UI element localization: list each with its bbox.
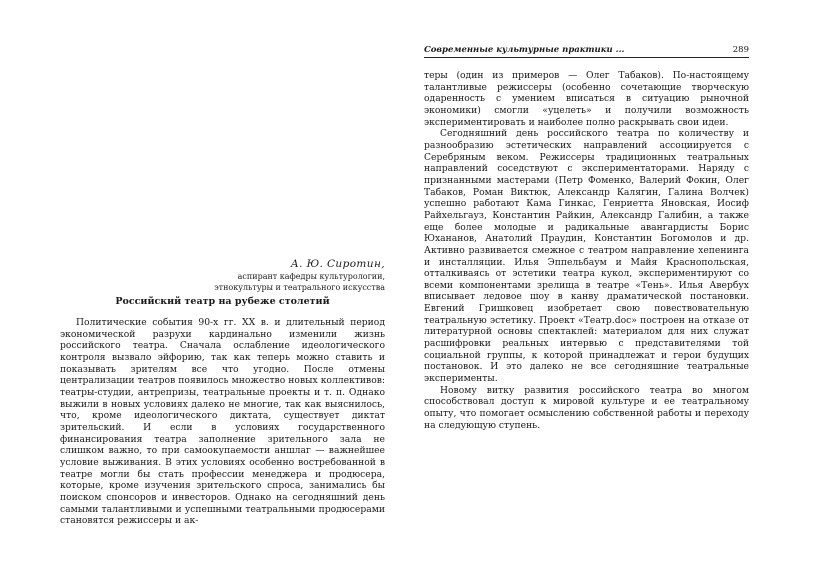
affiliation-line: аспирант кафедры культурологии, <box>237 272 385 281</box>
running-title: Современные культурные практики ... <box>424 45 625 55</box>
running-header <box>424 45 749 58</box>
paragraph: Новому витку развития российского театра во многом способствовал доступ к мировой культуре и ее театральному опыту, что помогает осмыслению собственной работы и переходу на следующую ступень. <box>424 384 749 431</box>
affiliation-line: этнокультуры и театрального искусства <box>214 282 385 292</box>
paragraph: Политические события 90-х гг. XX в. и длительный период экономической разрухи кардинально изменили жизнь российского театра. Сначала ослабление идеологического контроля вызвало эйфорию, так как теперь можно ставить и показывать зрителям все что угодно. После отмены централизации театров появилось множество новых коллективов: театры-студии, антрепризы, театральные проекты и т. п. Однако выжили в новых условиях далеко не многие, так как выяснилось, что, кроме идеологического диктата, существует диктат зрительский. И если в условиях государственного финансирования театра заполнение зрительного зала не слишком важно, то при самоокупаемости аншлаг — важнейшее условие выживания. В этих условиях особенно востребованной в театре могли бы стать профессии менеджера и продюсера, которые, кроме изучения зрительского спроса, занимались бы поиском спонсоров и инвесторов. Однако на сегодняшний день самыми талантливыми и успешными театральными продюсерами становятся режиссеры и ак- <box>60 317 385 527</box>
right-column <box>424 70 749 431</box>
article-title: Российский театр на рубеже столетий <box>115 296 330 307</box>
page-number: 289 <box>732 45 749 55</box>
author-affiliation <box>180 272 385 293</box>
paragraph: Сегодняшний день российского театра по количеству и разнообразию эстетических направлений ассоциируется с Серебряным веком. Режиссеры традиционных театральных направлений соседствуют с экспериментаторами. Наряду с признанными мастерами (Петр Фоменко, Валерий Фокин, Олег Табаков, Роман Виктюк, Александр Калягин, Галина Волчек) успешно работают Кама Гинкас, Генриетта Яновская, Иосиф Райхельгауз, Константин Райкин, Александр Галибин, а также еще более молодые и радикальные авангардисты Борис Юхананов, Анатолий Праудин, Константин Богомолов и др. Активно развивается смежное с театром направление хепенинга и инсталляции. Илья Эппельбаум и Майя Краснопольская, отталкиваясь от эстетики театра кукол, экспериментируют со всеми компонентами зрелища в театре «Тень». Илья Авербух вписывает ледовое шоу в канву драматической постановки. Евгений Гришковец изобретает свою повествовательную театральную эстетику. Проект «Театр.doc» построен на отказе от литературной основы спектаклей: материалом для них служат расшифровки реальных интервью с представителями той социальной группы, к которой принадлежат и герои будущих постановок. И это далеко не все сегодняшние театральные эксперименты. <box>424 128 749 385</box>
article-author: А. Ю. Сиротин, <box>290 258 385 270</box>
paragraph: теры (один из примеров — Олег Табаков). По-настоящему талантливые режиссеры (особенно сочетающие творческую одаренность с умением вписаться в ситуацию рыночной экономики) смогли «уцелеть» и получили возможность экспериментировать и наиболее полно раскрывать свои идеи. <box>424 70 749 128</box>
right-page <box>410 0 820 580</box>
left-column <box>60 317 385 527</box>
